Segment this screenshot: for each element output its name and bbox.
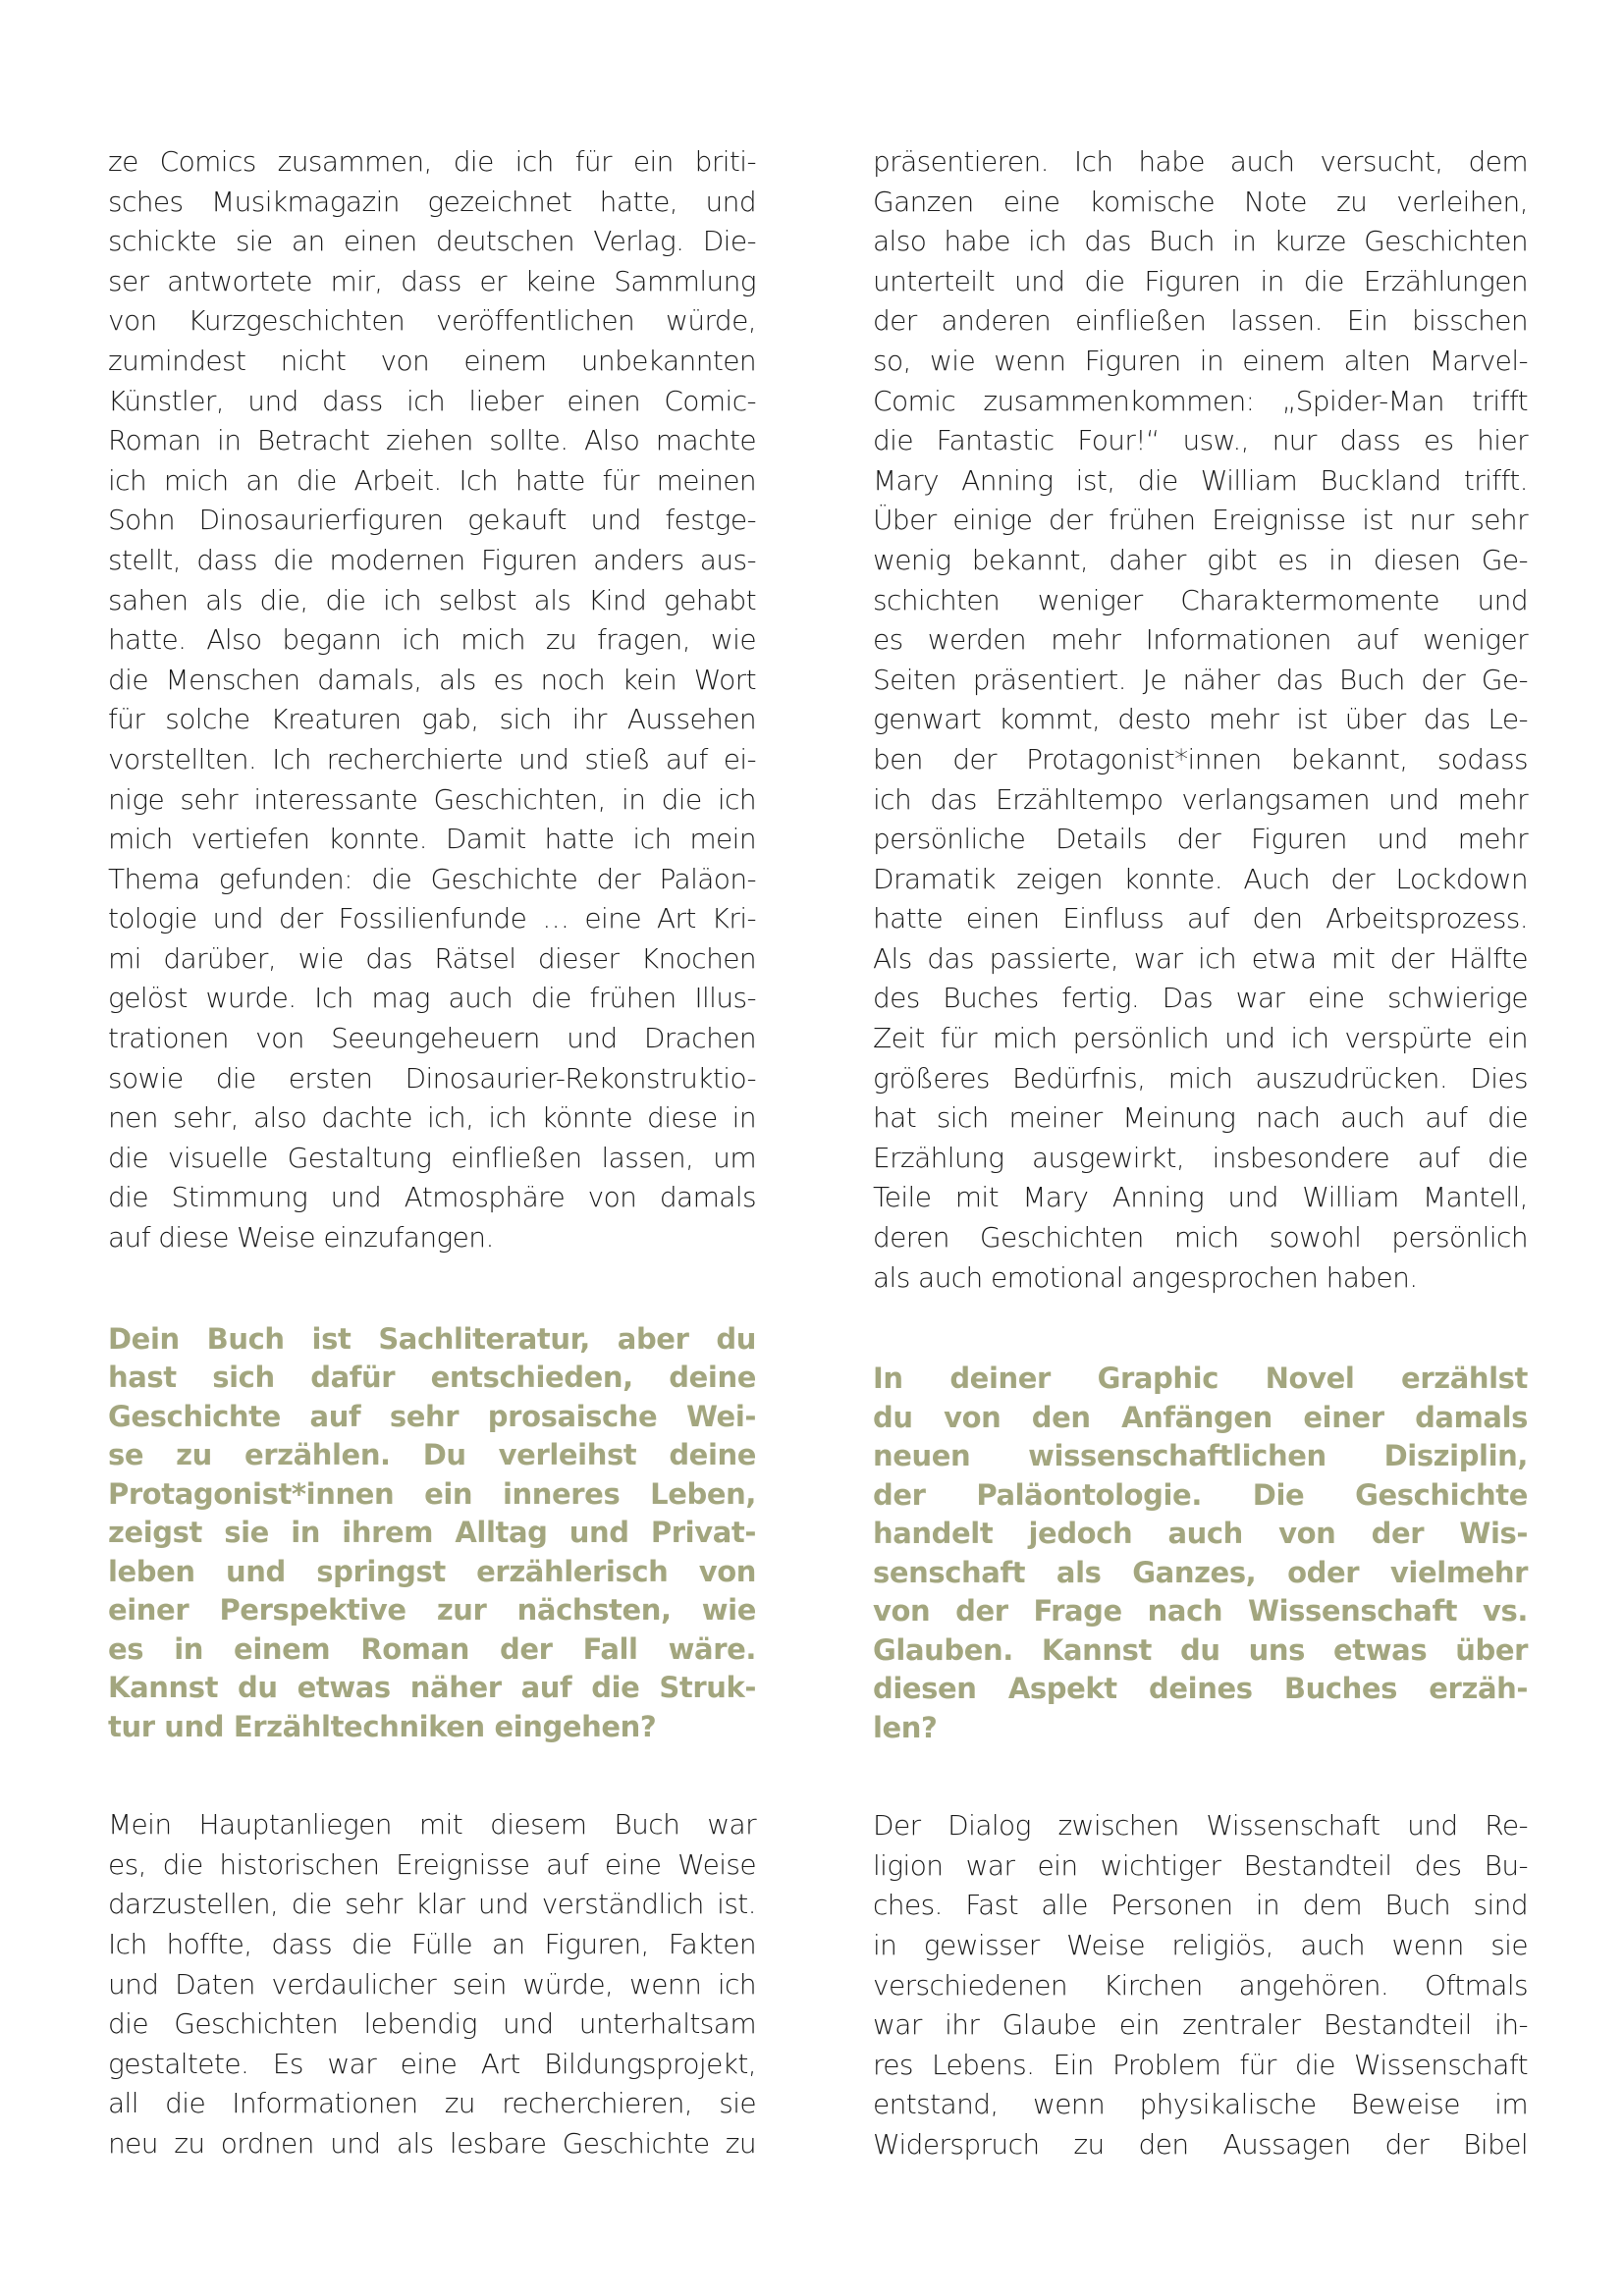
text-line: Kannst du etwas näher auf die Struk- [108, 1671, 756, 1705]
page [108, 142, 1528, 2165]
text-line: Dramatik zeigen konnte. Auch der Lockdown [873, 862, 1528, 895]
text-line: ligion war ein wichtiger Bestandteil des Bu- [873, 1848, 1528, 1882]
text-line: Protagonist*innen ein inneres Leben, [108, 1476, 756, 1511]
text-line: Comic zusammenkommen: „Spider-Man trifft [873, 384, 1528, 417]
paragraph-spacer [873, 1298, 1528, 1360]
text-line: ben der Protagonist*innen bekannt, sodass [873, 742, 1528, 775]
text-line: auf diese Weise einzufangen. [108, 1221, 494, 1255]
text-line: all die Informationen zu recherchieren, sie [108, 2087, 756, 2120]
text-line: tur und Erzähltechniken eingehen? [108, 1709, 657, 1743]
text-line: In deiner Graphic Novel erzählst [873, 1362, 1528, 1396]
text-line: Roman in Betracht ziehen sollte. Also machte [108, 424, 756, 457]
text-line: wenig bekannt, daher gibt es in diesen Ge- [873, 543, 1528, 576]
text-line: len? [873, 1710, 938, 1744]
text-line: die visuelle Gestaltung einfließen lassen, um [108, 1141, 756, 1174]
text-line: neu zu ordnen und als lesbare Geschichte zu [108, 2126, 756, 2160]
text-line: von Kurzgeschichten veröffentlichen würde, [108, 304, 756, 338]
text-line: res Lebens. Ein Problem für die Wissenschaft [873, 2048, 1528, 2081]
text-line: stellt, dass die modernen Figuren anders aus- [108, 543, 756, 576]
text-line: von der Frage nach Wissenschaft vs. [873, 1594, 1528, 1629]
text-line: ich das Erzähltempo verlangsamen und mehr [873, 782, 1528, 816]
text-line: neuen wissenschaftlichen Disziplin, [873, 1439, 1528, 1473]
text-line: war ihr Glaube ein zentraler Bestandteil ih- [873, 2008, 1528, 2042]
text-line: die Fantastic Four!“ usw., nur dass es hier [873, 424, 1528, 457]
text-line: sowie die ersten Dinosaurier-Rekonstruktio- [108, 1061, 756, 1095]
text-line: zumindest nicht von einem unbekannten [108, 344, 756, 377]
text-line: senschaft als Ganzes, oder vielmehr [873, 1555, 1528, 1589]
text-line: unterteilt und die Figuren in die Erzählungen [873, 264, 1528, 297]
text-line: Mein Hauptanliegen mit diesem Buch war [108, 1808, 756, 1842]
text-line: ich mich an die Arbeit. Ich hatte für meinen [108, 463, 756, 497]
text-line: genwart kommt, desto mehr ist über das Le- [873, 703, 1528, 736]
text-line: Zeit für mich persönlich und ich verspürte ein [873, 1022, 1528, 1055]
text-line: gestaltete. Es war eine Art Bildungsprojekt, [108, 2047, 756, 2080]
text-line: der Paläontologie. Die Geschichte [873, 1477, 1528, 1512]
left-column [108, 142, 756, 2165]
text-line: sahen als die, die ich selbst als Kind gehabt [108, 583, 756, 616]
text-line: mich vertiefen konnte. Damit hatte ich mein [108, 823, 756, 856]
text-line: ches. Fast alle Personen in dem Buch sind [873, 1889, 1528, 1922]
text-line: hatte einen Einfluss auf den Arbeitsprozess. [873, 902, 1528, 935]
text-line: vorstellten. Ich recherchierte und stieß auf ei- [108, 742, 756, 775]
text-line: größeres Bedürfnis, mich auszudrücken. Dies [873, 1061, 1528, 1095]
interview-question-2 [873, 1360, 1528, 1747]
text-line: Dein Buch ist Sachliteratur, aber du [108, 1321, 756, 1356]
text-line: die Geschichten lebendig und unterhaltsam [108, 2007, 756, 2041]
text-line: gelöst wurde. Ich mag auch die frühen Illus- [108, 982, 756, 1015]
text-line: Als das passierte, war ich etwa mit der Hälfte [873, 941, 1528, 975]
text-line: Ganzen eine komische Note zu verleihen, [873, 185, 1528, 218]
text-line: hast sich dafür entschieden, deine [108, 1361, 756, 1395]
text-line: darzustellen, die sehr klar und verständlich ist. [108, 1888, 756, 1921]
text-line: als auch emotional angesprochen haben. [873, 1260, 1418, 1294]
text-line: Erzählung ausgewirkt, insbesondere auf die [873, 1141, 1528, 1174]
text-line: Widerspruch zu den Aussagen der Bibel [873, 2127, 1528, 2161]
text-line: nen sehr, also dachte ich, ich könnte diese in [108, 1101, 756, 1135]
text-line: Der Dialog zwischen Wissenschaft und Re- [873, 1809, 1528, 1842]
text-line: Über einige der frühen Ereignisse ist nur sehr [873, 504, 1528, 537]
answer-paragraph-2 [108, 1805, 756, 2163]
text-line: sches Musikmagazin gezeichnet hatte, und [108, 185, 756, 218]
text-line: einer Perspektive zur nächsten, wie [108, 1593, 756, 1628]
text-line: verschiedenen Kirchen angehören. Oftmals [873, 1968, 1528, 2002]
right-column [873, 142, 1528, 2165]
text-line: tologie und der Fossilienfunde … eine Art Kri- [108, 902, 756, 935]
text-line: es werden mehr Informationen auf weniger [873, 623, 1528, 657]
text-line: Thema gefunden: die Geschichte der Paläon- [108, 862, 756, 895]
paragraph-spacer [108, 1746, 756, 1805]
text-line: zeigst sie in ihrem Alltag und Privat- [108, 1516, 756, 1550]
answer-paragraph-3 [873, 142, 1528, 1298]
text-line: se zu erzählen. Du verleihst deine [108, 1438, 756, 1472]
text-line: Glauben. Kannst du uns etwas über [873, 1632, 1528, 1667]
text-line: Sohn Dinosaurierfiguren gekauft und festge- [108, 504, 756, 537]
text-line: schichten weniger Charaktermomente und [873, 583, 1528, 616]
paragraph-spacer [873, 1747, 1528, 1806]
text-line: deren Geschichten mich sowohl persönlich [873, 1221, 1528, 1255]
text-line: trationen von Seeungeheuern und Drachen [108, 1022, 756, 1055]
text-line: handelt jedoch auch von der Wis- [873, 1517, 1528, 1551]
text-line: mi darüber, wie das Rätsel dieser Knochen [108, 941, 756, 975]
text-line: hatte. Also begann ich mich zu fragen, wie [108, 623, 756, 657]
text-line: hat sich meiner Meinung nach auch auf die [873, 1101, 1528, 1135]
text-line: der anderen einfließen lassen. Ein bisschen [873, 304, 1528, 338]
answer-paragraph-4 [873, 1806, 1528, 2164]
text-line: für solche Kreaturen gab, sich ihr Aussehen [108, 703, 756, 736]
text-line: also habe ich das Buch in kurze Geschichten [873, 225, 1528, 258]
text-line: so, wie wenn Figuren in einem alten Marvel- [873, 344, 1528, 377]
text-line: in gewisser Weise religiös, auch wenn sie [873, 1929, 1528, 1961]
text-line: die Stimmung und Atmosphäre von damals [108, 1181, 756, 1214]
answer-paragraph-1 [108, 142, 756, 1258]
text-line: es in einem Roman der Fall wäre. [108, 1631, 756, 1666]
text-line: des Buches fertig. Das war eine schwierige [873, 982, 1528, 1015]
text-line: Geschichte auf sehr prosaische Wei- [108, 1399, 756, 1433]
interview-question-1 [108, 1320, 756, 1747]
text-line: ze Comics zusammen, die ich für ein briti- [108, 145, 756, 178]
text-line: es, die historischen Ereignisse auf eine Weise [108, 1847, 756, 1881]
text-line: persönliche Details der Figuren und mehr [873, 823, 1528, 856]
text-line: präsentieren. Ich habe auch versucht, dem [873, 145, 1528, 178]
text-line: schickte sie an einen deutschen Verlag. Die- [108, 225, 756, 258]
text-line: Seiten präsentiert. Je näher das Buch der Ge- [873, 663, 1528, 696]
text-line: ser antwortete mir, dass er keine Sammlung [108, 264, 756, 297]
text-line: du von den Anfängen einer damals [873, 1400, 1528, 1434]
text-line: nige sehr interessante Geschichten, in die ich [108, 782, 756, 816]
text-line: entstand, wenn physikalische Beweise im [873, 2088, 1528, 2121]
text-line: Künstler, und dass ich lieber einen Comic- [108, 384, 756, 417]
text-line: die Menschen damals, als es noch kein Wort [108, 663, 756, 696]
text-line: Mary Anning ist, die William Buckland trifft. [873, 463, 1528, 497]
text-line: leben und springst erzählerisch von [108, 1554, 756, 1588]
text-line: Ich hoffte, dass die Fülle an Figuren, Fakten [108, 1927, 756, 1960]
text-line: und Daten verdaulicher sein würde, wenn ich [108, 1967, 756, 2001]
paragraph-spacer [108, 1258, 756, 1320]
text-line: diesen Aspekt deines Buches erzäh- [873, 1672, 1528, 1706]
text-line: Teile mit Mary Anning und William Mantell, [873, 1181, 1528, 1214]
